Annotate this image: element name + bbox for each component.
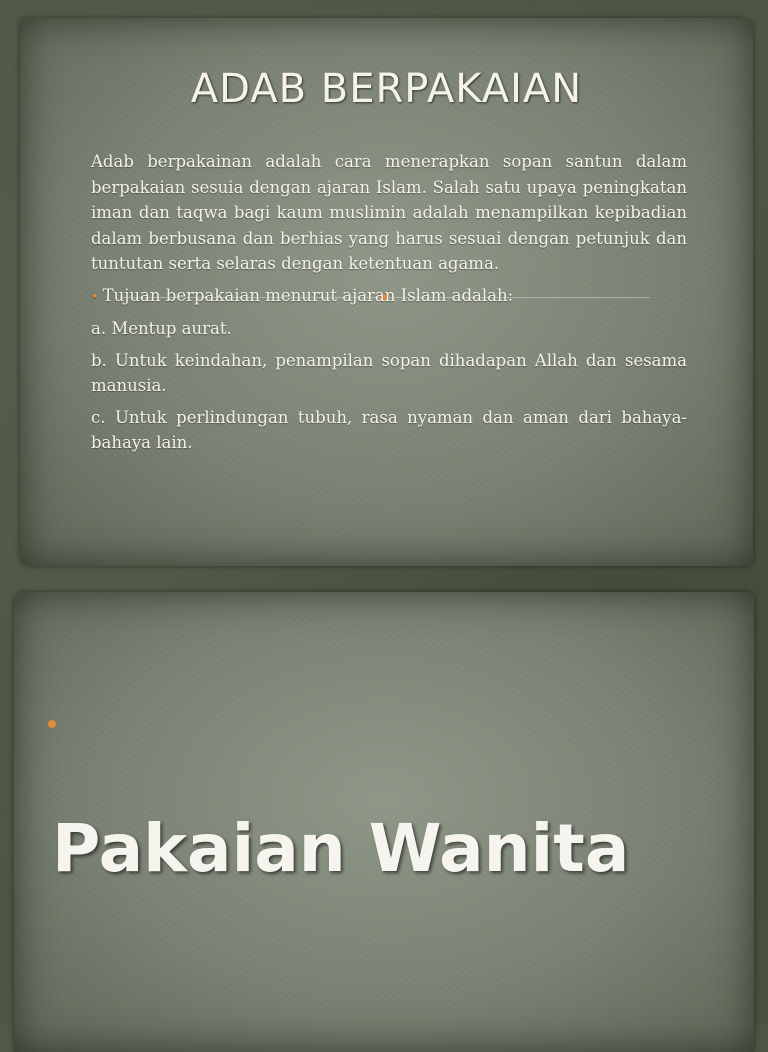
slide-title: ADAB BERPAKAIAN: [190, 66, 583, 112]
slide-title: Pakaian Wanita: [52, 810, 630, 887]
bullet-item: [91, 283, 687, 311]
slide-body: [91, 149, 687, 462]
bullet-icon: [48, 720, 56, 728]
point-a: a. Mentup aurat.: [91, 319, 232, 338]
point-c: c. Untuk perlindungan tubuh, rasa nyaman dan aman dari bahaya-bahaya lain.: [91, 407, 687, 452]
slide-pakaian-wanita: [14, 592, 754, 1052]
slide-adab-berpakaian: [20, 18, 753, 566]
bullet-icon: •: [91, 289, 99, 305]
point-b: b. Untuk keindahan, penampilan sopan dihadapan Allah dan sesama manusia.: [91, 350, 687, 395]
bullet-text: Tujuan berpakaian menurut ajaran Islam adalah:: [102, 285, 514, 305]
intro-paragraph: Adab berpakainan adalah cara menerapkan sopan santun dalam berpakaian sesuia dengan ajaran Islam. Salah satu upaya peningkatan iman dan taqwa bagi kaum muslimin adalah menampilkan kepibadian dalam berbusana dan berhias yang harus sesuai dengan petunjuk dan tuntutan serta selaras dengan ketentuan agama.: [91, 152, 687, 273]
